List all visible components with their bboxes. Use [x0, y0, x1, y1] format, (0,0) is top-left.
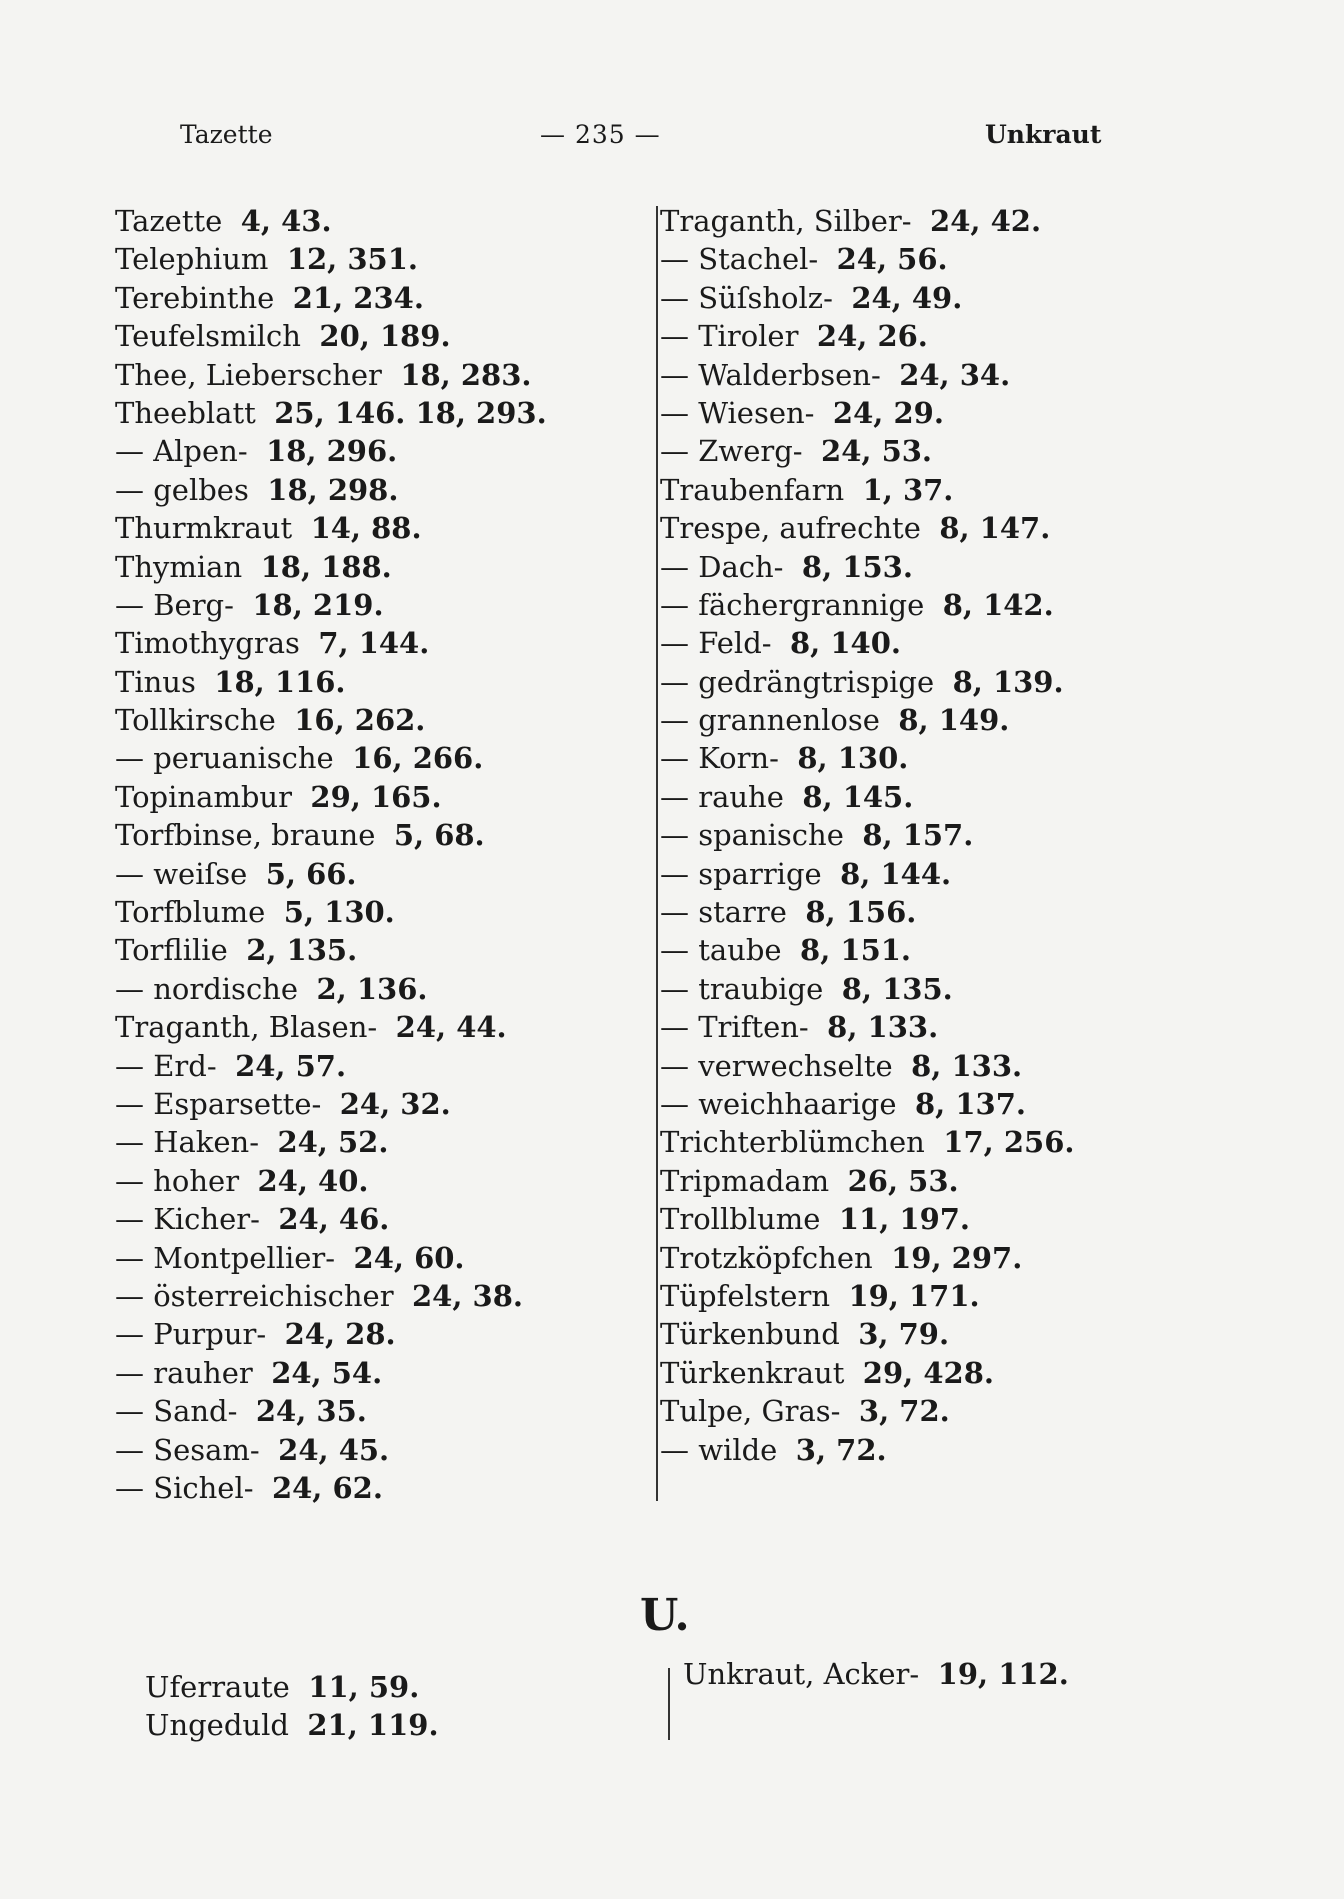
- index-entry: [145, 1668, 439, 1706]
- index-entry: [660, 1354, 1120, 1392]
- entry-reference: 8, 147.: [939, 511, 1051, 546]
- entry-reference: 25, 146. 18, 293.: [274, 395, 547, 430]
- entry-reference: 3, 72.: [858, 1394, 950, 1429]
- entry-reference: 24, 44.: [395, 1010, 507, 1045]
- index-entry: [115, 1239, 645, 1277]
- index-entry: [660, 970, 1120, 1008]
- entry-reference: 24, 49.: [851, 280, 963, 315]
- entry-reference: 21, 234.: [292, 280, 424, 315]
- entry-term: — verwechselte: [660, 1048, 893, 1083]
- column-divider-u: [668, 1668, 670, 1740]
- entry-reference: 24, 57.: [235, 1048, 347, 1083]
- entry-reference: 8, 139.: [952, 664, 1064, 699]
- entry-reference: 4, 43.: [240, 204, 332, 238]
- entry-reference: 8, 151.: [800, 933, 912, 968]
- index-entry: [115, 1047, 645, 1085]
- entry-term: Unkraut, Acker-: [683, 1657, 920, 1691]
- entry-reference: 8, 142.: [942, 587, 1054, 622]
- entry-reference: 2, 136.: [316, 971, 428, 1006]
- index-entry: [660, 1162, 1120, 1200]
- index-entry: [115, 1469, 645, 1507]
- entry-reference: 18, 219.: [252, 587, 384, 622]
- entry-term: — wilde: [660, 1432, 778, 1467]
- index-entry: [660, 1123, 1120, 1161]
- entry-term: Topinambur: [115, 779, 292, 814]
- column-divider: [656, 206, 658, 1501]
- page-number: — 235 —: [540, 120, 661, 149]
- entry-reference: 18, 283.: [400, 357, 532, 392]
- index-entry: [660, 202, 1120, 240]
- entry-term: Theeblatt: [115, 395, 256, 430]
- entry-term: Thee, Lieberscher: [115, 357, 382, 392]
- entry-term: — sparrige: [660, 856, 822, 891]
- entry-reference: 18, 188.: [260, 549, 392, 584]
- entry-term: — hoher: [115, 1163, 240, 1198]
- entry-reference: 8, 137.: [914, 1086, 1026, 1121]
- entry-reference: 12, 351.: [286, 242, 419, 277]
- entry-reference: 18, 116.: [214, 664, 346, 699]
- entry-term: Terebinthe: [115, 280, 275, 315]
- entry-term: — Purpur-: [115, 1317, 267, 1352]
- entry-reference: 20, 189.: [319, 319, 451, 354]
- entry-term: — Dach-: [660, 549, 784, 584]
- entry-term: — fächergrannige: [660, 587, 925, 622]
- entry-reference: 8, 135.: [841, 971, 953, 1006]
- entry-reference: 26, 53.: [847, 1163, 959, 1198]
- entry-reference: 16, 262.: [294, 703, 426, 738]
- index-entry: [115, 509, 645, 547]
- index-entry: [660, 471, 1120, 509]
- entry-reference: 5, 130.: [283, 895, 395, 930]
- entry-reference: 8, 130.: [797, 741, 909, 776]
- entry-term: — Sesam-: [115, 1432, 260, 1467]
- entry-reference: 2, 135.: [246, 933, 358, 968]
- entry-reference: 24, 60.: [353, 1240, 465, 1275]
- index-entry: [115, 1392, 645, 1430]
- entry-term: Türkenkraut: [660, 1355, 845, 1390]
- entry-term: — Sichel-: [115, 1470, 254, 1505]
- index-entry: [660, 778, 1120, 816]
- entry-reference: 5, 68.: [393, 818, 485, 853]
- entry-reference: 18, 296.: [266, 434, 398, 469]
- index-entry: [660, 624, 1120, 662]
- entry-reference: 5, 66.: [265, 856, 357, 891]
- index-entry: [115, 970, 645, 1008]
- entry-term: — Stachel-: [660, 242, 819, 277]
- index-entry: [115, 1162, 645, 1200]
- entry-term: Timothygras: [115, 626, 300, 661]
- entry-term: Thymian: [115, 549, 243, 584]
- index-entry: [660, 739, 1120, 777]
- index-entry: [660, 1008, 1120, 1046]
- entry-reference: 24, 62.: [271, 1470, 383, 1505]
- index-entry: [660, 279, 1120, 317]
- entry-reference: 8, 133.: [827, 1010, 939, 1045]
- entry-term: Türkenbund: [660, 1317, 840, 1352]
- index-entry: [115, 1431, 645, 1469]
- entry-reference: 24, 28.: [284, 1317, 396, 1352]
- entry-term: — peruanische: [115, 741, 334, 776]
- index-entry: [660, 1392, 1120, 1430]
- index-entry: [660, 1431, 1120, 1469]
- entry-reference: 8, 144.: [840, 856, 952, 891]
- entry-reference: 11, 197.: [838, 1202, 971, 1237]
- entry-term: — Berg-: [115, 587, 234, 622]
- index-entry: [660, 1047, 1120, 1085]
- index-entry: [660, 893, 1120, 931]
- index-entry: [115, 778, 645, 816]
- index-entry: [115, 739, 645, 777]
- entry-term: Teufelsmilch: [115, 319, 301, 354]
- entry-term: — Sand-: [115, 1394, 238, 1429]
- entry-term: — rauhe: [660, 779, 784, 814]
- index-entry: [660, 855, 1120, 893]
- index-entry: [115, 1200, 645, 1238]
- entry-term: Traganth, Blasen-: [115, 1010, 378, 1045]
- entry-reference: 24, 42.: [930, 204, 1042, 238]
- entry-term: Torfblume: [115, 895, 266, 930]
- entry-term: — nordische: [115, 971, 299, 1006]
- entry-term: — Esparsette-: [115, 1086, 322, 1121]
- entry-reference: 24, 40.: [257, 1163, 369, 1198]
- entry-term: Tulpe, Gras-: [660, 1394, 841, 1429]
- entry-term: — Wiesen-: [660, 395, 815, 430]
- index-entry: [660, 1200, 1120, 1238]
- entry-term: Torfbinse, braune: [115, 818, 376, 853]
- header-right-keyword: Unkraut: [985, 120, 1102, 149]
- entry-reference: 18, 298.: [267, 472, 399, 507]
- index-entry: [145, 1706, 439, 1744]
- index-entry: [115, 1354, 645, 1392]
- index-entry: [660, 1277, 1120, 1315]
- entry-reference: 24, 29.: [832, 395, 944, 430]
- entry-reference: 24, 35.: [255, 1394, 367, 1429]
- entry-reference: 24, 54.: [271, 1355, 383, 1390]
- entry-term: — Zwerg-: [660, 434, 803, 469]
- index-entry: [115, 855, 645, 893]
- entry-reference: 24, 52.: [277, 1125, 389, 1160]
- entry-term: Trollblume: [660, 1202, 821, 1237]
- entry-reference: 1, 37.: [862, 472, 954, 507]
- index-entry: [660, 432, 1120, 470]
- index-column-u-right: [683, 1655, 1069, 1693]
- index-entry: [115, 1008, 645, 1046]
- entry-reference: 8, 157.: [862, 818, 974, 853]
- index-entry: [660, 931, 1120, 969]
- entry-reference: 24, 46.: [278, 1202, 390, 1237]
- entry-term: — Triften-: [660, 1010, 809, 1045]
- entry-term: — grannenlose: [660, 703, 880, 738]
- index-entry: [660, 394, 1120, 432]
- index-entry: [660, 586, 1120, 624]
- entry-term: Telephium: [115, 242, 269, 277]
- entry-reference: 7, 144.: [318, 626, 430, 661]
- entry-reference: 24, 56.: [836, 242, 948, 277]
- index-entry: [115, 356, 645, 394]
- index-entry: [115, 240, 645, 278]
- entry-reference: 19, 171.: [848, 1278, 980, 1313]
- index-entry: [660, 816, 1120, 854]
- entry-term: — Walderbsen-: [660, 357, 881, 392]
- entry-reference: 24, 34.: [899, 357, 1011, 392]
- entry-term: Tollkirsche: [115, 703, 276, 738]
- entry-reference: 21, 119.: [307, 1708, 439, 1743]
- entry-reference: 19, 297.: [891, 1240, 1023, 1275]
- entry-term: — weichhaarige: [660, 1086, 897, 1121]
- entry-term: Thurmkraut: [115, 511, 293, 546]
- entry-reference: 16, 266.: [352, 741, 484, 776]
- entry-reference: 24, 38.: [412, 1278, 524, 1313]
- index-entry: [660, 356, 1120, 394]
- entry-reference: 8, 149.: [898, 703, 1010, 738]
- entry-reference: 3, 72.: [795, 1432, 887, 1467]
- entry-term: — traubige: [660, 971, 824, 1006]
- index-entry: [115, 816, 645, 854]
- entry-reference: 8, 140.: [790, 626, 902, 661]
- index-entry: [115, 931, 645, 969]
- index-entry: [115, 317, 645, 355]
- entry-term: — gelbes: [115, 472, 249, 507]
- entry-term: — gedrängtrispige: [660, 664, 935, 699]
- index-entry: [660, 1315, 1120, 1353]
- entry-term: Torflilie: [115, 933, 228, 968]
- index-entry: [660, 1239, 1120, 1277]
- entry-reference: 24, 32.: [339, 1086, 451, 1121]
- entry-term: — taube: [660, 933, 782, 968]
- entry-term: — Feld-: [660, 626, 772, 661]
- index-entry: [115, 1123, 645, 1161]
- index-entry: [115, 432, 645, 470]
- index-entry: [115, 279, 645, 317]
- entry-reference: 29, 165.: [310, 779, 442, 814]
- entry-reference: 29, 428.: [862, 1355, 994, 1390]
- index-column-u-left: [145, 1668, 439, 1745]
- entry-reference: 24, 45.: [278, 1432, 390, 1467]
- index-entry: [660, 663, 1120, 701]
- entry-reference: 8, 153.: [801, 549, 913, 584]
- entry-term: — Haken-: [115, 1125, 260, 1160]
- entry-term: Trespe, aufrechte: [660, 511, 921, 546]
- entry-reference: 24, 26.: [816, 319, 928, 354]
- index-entry: [115, 548, 645, 586]
- index-entry: [115, 893, 645, 931]
- entry-reference: 8, 133.: [911, 1048, 1023, 1083]
- entry-term: — weiſse: [115, 856, 248, 891]
- index-entry: [115, 586, 645, 624]
- entry-reference: 11, 59.: [308, 1670, 420, 1704]
- index-column-right: [660, 202, 1120, 1469]
- index-entry: [115, 663, 645, 701]
- entry-term: Tinus: [115, 664, 196, 699]
- index-entry: [115, 202, 645, 240]
- index-entry: [115, 394, 645, 432]
- entry-term: — Korn-: [660, 741, 779, 776]
- entry-term: Tazette: [115, 204, 223, 238]
- index-entry: [660, 240, 1120, 278]
- entry-term: Traubenfarn: [660, 472, 845, 507]
- entry-term: — Tiroler: [660, 319, 799, 354]
- index-column-left: [115, 202, 645, 1507]
- entry-reference: 8, 145.: [802, 779, 914, 814]
- header-left-keyword: Tazette: [180, 120, 273, 149]
- entry-reference: 8, 156.: [805, 895, 917, 930]
- index-entry: [660, 317, 1120, 355]
- index-entry: [115, 701, 645, 739]
- index-entry: [683, 1655, 1069, 1693]
- index-entry: [660, 509, 1120, 547]
- index-entry: [660, 701, 1120, 739]
- entry-reference: 17, 256.: [943, 1125, 1075, 1160]
- index-entry: [115, 1085, 645, 1123]
- entry-term: — österreichischer: [115, 1278, 394, 1313]
- entry-term: Ungeduld: [145, 1708, 289, 1743]
- index-entry: [115, 624, 645, 662]
- entry-term: Tüpfelstern: [660, 1278, 830, 1313]
- index-entry: [115, 1277, 645, 1315]
- entry-term: — Süſsholz-: [660, 280, 833, 315]
- entry-term: Traganth, Silber-: [660, 204, 912, 238]
- entry-reference: 19, 112.: [937, 1657, 1069, 1691]
- entry-reference: 3, 79.: [858, 1317, 950, 1352]
- entry-reference: 14, 88.: [310, 511, 422, 546]
- entry-term: — Montpellier-: [115, 1240, 336, 1275]
- entry-term: — Kicher-: [115, 1202, 260, 1237]
- entry-term: — Alpen-: [115, 434, 248, 469]
- index-entry: [660, 1085, 1120, 1123]
- entry-term: Trotzköpfchen: [660, 1240, 873, 1275]
- entry-term: — starre: [660, 895, 787, 930]
- index-entry: [115, 1315, 645, 1353]
- index-entry: [660, 548, 1120, 586]
- entry-term: — Erd-: [115, 1048, 217, 1083]
- entry-term: Tripmadam: [660, 1163, 830, 1198]
- section-heading-u: U.: [640, 1590, 690, 1641]
- entry-term: Uferraute: [145, 1670, 290, 1704]
- entry-term: — rauher: [115, 1355, 253, 1390]
- entry-reference: 24, 53.: [821, 434, 933, 469]
- entry-term: — spanische: [660, 818, 844, 853]
- index-entry: [115, 471, 645, 509]
- page-header: [0, 120, 1344, 160]
- entry-term: Trichterblümchen: [660, 1125, 925, 1160]
